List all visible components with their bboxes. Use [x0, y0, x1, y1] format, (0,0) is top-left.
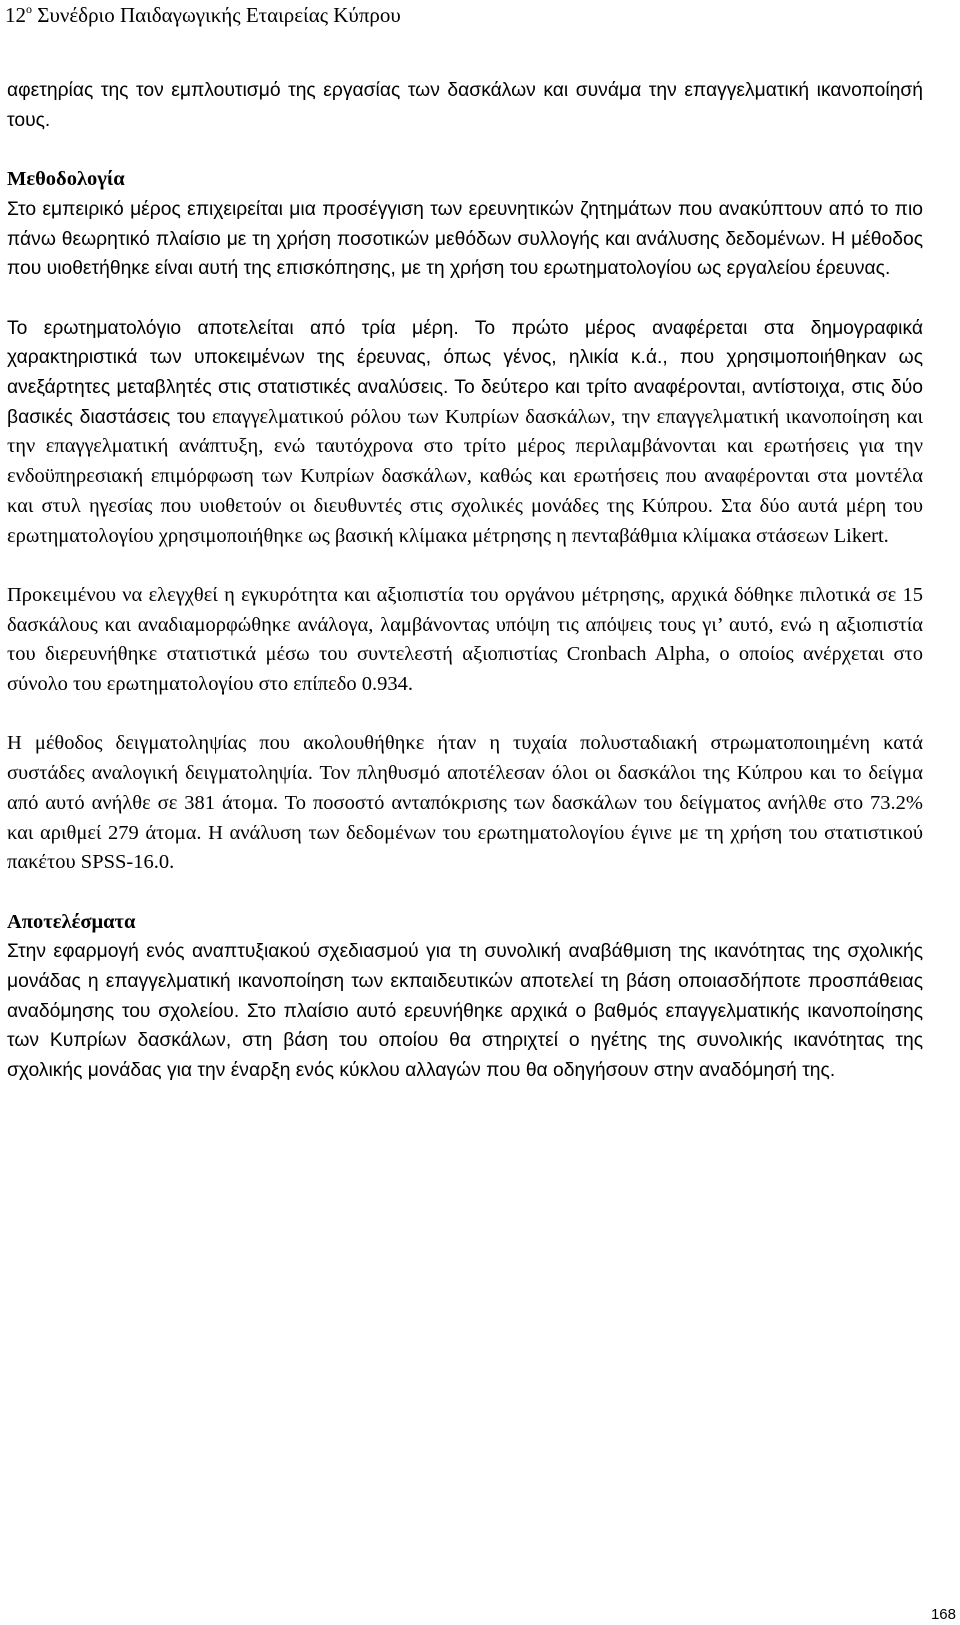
conference-number: 12 [5, 3, 26, 27]
questionnaire-text-a: Το ερωτηματολόγιο αποτελείται από τρία μέρη. Το πρώτο μέρος αναφέρεται στα δημογραφικά χαρακτηριστικά των υποκειμένων της έρευνας, όπως γένος, ηλικία κ.ά., που χρησιμοποιήθηκαν ως ανεξάρτητες μεταβλητές στις στατιστικές αναλύσεις. Το δεύτερο και τρίτο αναφέρονται, αντίστοιχα, στις δύο βασικές διαστάσεις του [7, 317, 923, 428]
heading-methodology: Μεθοδολογία [7, 168, 125, 191]
questionnaire-text-b: επαγγελματικού ρόλου των Κυπρίων δασκάλων, την επαγγελματική ικανοποίηση και την επαγγελματική ανάπτυξη, ενώ ταυτόχρονα στο τρίτο μέρος περιλαμβάνονται και ερωτήσεις για την ενδοϋπηρεσιακή επιμόρφωση των Κυπρίων δασκάλων, καθώς και ερωτήσεις που αναφέρονται στα μοντέλα και στυλ ηγεσίας που υιοθετούν οι διευθυντές στις σχολικές μονάδες της Κύπρου. Στα δύο αυτά μέρη του ερωτηματολογίου χρησιμοποιήθηκε ως βασική κλίμακα μέτρησης η πενταβάθμια κλίμακα στάσεων Likert. [7, 405, 924, 547]
paragraph-validity: Προκειμένου να ελεγχθεί η εγκυρότητα και αξιοπιστία του οργάνου μέτρησης, αρχικά δόθηκε πιλοτικά σε 15 δασκάλους και αναδιαμορφώθηκε ανάλογα, λαμβάνοντας υπόψη τις απόψεις τους γι’ αυτό, ενώ η αξιοπιστία του διερευνήθηκε στατιστικά μέσω του συντελεστή αξιοπιστίας Cronbach Alpha, ο οποίος ανέρχεται στο σύνολο του ερωτηματολογίου στο επίπεδο 0.934. [7, 583, 923, 696]
methodology-text-a: Στο εμπειρικό μέρος επιχειρείται μια προσέγγιση των ερευνητικών ζητημάτων που ανακύπτουν από το πιο πάνω θεωρητικό πλαίσιο με τη χρήση ποσοτικών μεθόδων συλλογής και ανάλυσης δεδομένων. [7, 198, 923, 250]
page-number: 168 [930, 1606, 956, 1623]
ordinal-superscript: ο [26, 2, 32, 16]
heading-results: Αποτελέσματα [7, 910, 136, 933]
methodology-text-b: Η μέθοδος που υιοθετήθηκε είναι αυτή της επισκόπησης, με τη χρήση του ερωτηματολογίου ως εργαλείου έρευνας. [7, 228, 924, 280]
paragraph-results: Στην εφαρμογή ενός αναπτυξιακού σχεδιασμού για τη συνολική αναβάθμιση της ικανότητας της σχολικής μονάδας η επαγγελματική ικανοποίηση των εκπαιδευτικών αποτελεί τη βάση οποιασδήποτε προσπάθειας αναδόμησης του σχολείου. Στο πλαίσιο αυτό ερευνήθηκε αρχικά ο βαθμός επαγγελματικής ικανοποίησης των Κυπρίων δασκάλων, στη βάση του οποίου θα στηριχτεί ο ηγέτης της συνολικής ικανότητας της σχολικής μονάδας για την έναρξη ενός κύκλου αλλαγών που θα οδηγήσουν στην αναδόμησή της. [7, 941, 923, 1082]
page-header [5, 2, 401, 28]
conference-title: Συνέδριο Παιδαγωγικής Εταιρείας Κύπρου [37, 3, 401, 27]
paragraph-intro: αφετηρίας της τον εμπλουτισμό της εργασίας των δασκάλων και συνάμα την επαγγελματική ικανοποίησή τους. [7, 80, 923, 131]
document-body [7, 76, 923, 1086]
paragraph-methodology [7, 195, 923, 284]
paragraph-sampling: Η μέθοδος δειγματοληψίας που ακολουθήθηκε ήταν η τυχαία πολυσταδιακή στρωματοποιημένη κατά συστάδες αναλογική δειγματοληψία. Τον πληθυσμό αποτέλεσαν όλοι οι δασκάλοι της Κύπρου και το δείγμα από αυτό ανήλθε σε 381 άτομα. Το ποσοστό ανταπόκρισης των δασκάλων του δείγματος ανήλθε στο 73.2% και αριθμεί 279 άτομα. Η ανάλυση των δεδομένων του ερωτηματολογίου έγινε με τη χρήση του στατιστικού πακέτου SPSS-16.0. [7, 732, 923, 874]
paragraph-questionnaire [7, 314, 923, 552]
